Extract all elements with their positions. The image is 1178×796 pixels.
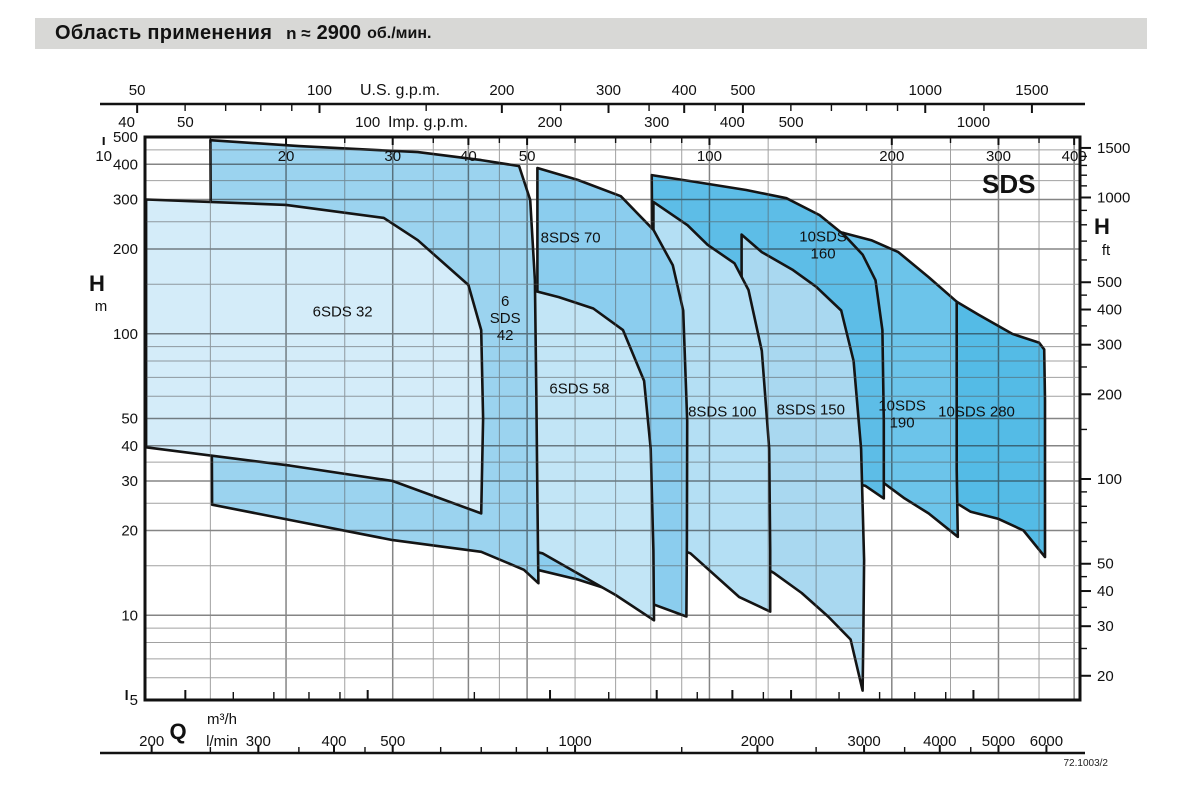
axis-label: m — [94, 298, 108, 315]
speed-value: 2900 — [316, 22, 362, 44]
axis-label: 500 — [380, 733, 406, 750]
axis-label: 200 — [489, 82, 515, 99]
axis-label: 10SDS 280 — [938, 403, 1015, 421]
axis-label: 40 — [460, 148, 477, 165]
axis-label: 300 — [112, 191, 138, 209]
axis-label: 200 — [139, 733, 165, 750]
axis-label: 8SDS 150 — [776, 401, 845, 419]
axis-label: 400 — [112, 156, 138, 174]
axis-label: 1000 — [558, 733, 592, 750]
axis-label: 1000 — [908, 82, 942, 99]
axis-label: Q — [169, 719, 187, 744]
axis-label: 6SDS 32 — [312, 303, 373, 321]
axis-label: 42 — [496, 326, 514, 344]
axis-label: 30 — [1097, 618, 1114, 636]
axis-label: 1500 — [1015, 82, 1049, 99]
axis-label: l/min — [206, 733, 238, 750]
axis-label: 2000 — [740, 733, 775, 750]
axis-label: 30 — [384, 148, 402, 165]
axis-label: 100 — [306, 82, 333, 99]
speed-unit: об./мин. — [367, 24, 432, 42]
axis-label: 50 — [518, 148, 536, 165]
axis-label: 10SDS — [878, 397, 926, 415]
axis-label: 20 — [277, 148, 295, 165]
axis-label: 300 — [1097, 336, 1123, 354]
speed-label: n ≈ — [286, 23, 311, 43]
axis-label: 300 — [985, 148, 1011, 165]
axis-label: 400 — [1097, 301, 1123, 319]
axis-us-gpm — [100, 82, 1085, 113]
axis-label: ft — [1101, 242, 1111, 259]
axis-label: 10 — [121, 607, 138, 625]
axis-label: H — [1094, 214, 1110, 239]
axis-label: 50 — [121, 410, 138, 428]
axis-label: 30 — [121, 472, 138, 490]
axis-label: 400 — [671, 82, 697, 99]
axis-label: 10SDS — [799, 228, 847, 246]
axis-label: 160 — [810, 245, 836, 263]
axis-label: 300 — [245, 733, 271, 750]
axis-label: U.S. g.p.m. — [359, 82, 441, 99]
axis-label: 8SDS 100 — [688, 403, 757, 421]
axis-label: H — [89, 271, 105, 296]
axis-label: 20 — [1097, 667, 1114, 685]
axis-label: 190 — [889, 414, 915, 432]
axis-label: 50 — [176, 114, 194, 131]
axis-label: 8SDS 70 — [540, 229, 601, 247]
axis-label: 40 — [121, 437, 138, 455]
axis-label: 500 — [1097, 274, 1123, 292]
axis-label: 40 — [1097, 583, 1114, 601]
axis-label: 200 — [112, 241, 138, 259]
axis-label: 6 — [500, 292, 510, 310]
page-title: Область применения — [55, 22, 273, 44]
axis-label: 400 — [719, 114, 745, 131]
axis-label: 6SDS 58 — [549, 380, 610, 398]
drawing-number: 72.1003/2 — [1063, 758, 1108, 769]
axis-label: 100 — [1097, 471, 1123, 489]
axis-label: 500 — [112, 129, 138, 146]
axis-label: 400 — [1061, 148, 1087, 165]
axis-label: 50 — [128, 82, 146, 99]
axis-label: 500 — [730, 82, 756, 99]
axis-h-ft — [1080, 140, 1130, 685]
axis-label: Imp. g.p.m. — [387, 114, 469, 131]
axis-label: SDS — [489, 309, 521, 327]
axis-label: 300 — [644, 114, 670, 131]
axis-label: 5000 — [981, 733, 1016, 750]
axis-label: 200 — [879, 148, 905, 165]
axis-label: 200 — [537, 114, 563, 131]
axis-label: 50 — [1097, 555, 1114, 573]
axis-label: 20 — [121, 522, 138, 540]
axis-label: SDS — [982, 169, 1036, 200]
axis-label: 300 — [595, 82, 622, 99]
axis-label: 100 — [355, 114, 381, 131]
axis-label: 1000 — [956, 114, 991, 131]
axis-h-m — [89, 129, 138, 709]
axis-label: 200 — [1097, 386, 1123, 404]
axis-label: 1000 — [1097, 189, 1131, 207]
axis-label: 6000 — [1029, 733, 1064, 750]
axis-label: 3000 — [847, 733, 881, 750]
axis-label: 1500 — [1097, 139, 1131, 157]
axis-q-lmin — [100, 733, 1085, 753]
axis-label: 40 — [118, 114, 135, 131]
axis-label: 10 — [95, 148, 113, 165]
axis-label: 4000 — [923, 733, 957, 750]
axis-label: 100 — [112, 325, 138, 343]
axis-label: 100 — [696, 148, 722, 165]
axis-label: 5 — [129, 692, 138, 709]
axis-label: 400 — [321, 733, 347, 750]
axis-label: 500 — [778, 114, 804, 131]
axis-label: m³/h — [207, 711, 237, 728]
